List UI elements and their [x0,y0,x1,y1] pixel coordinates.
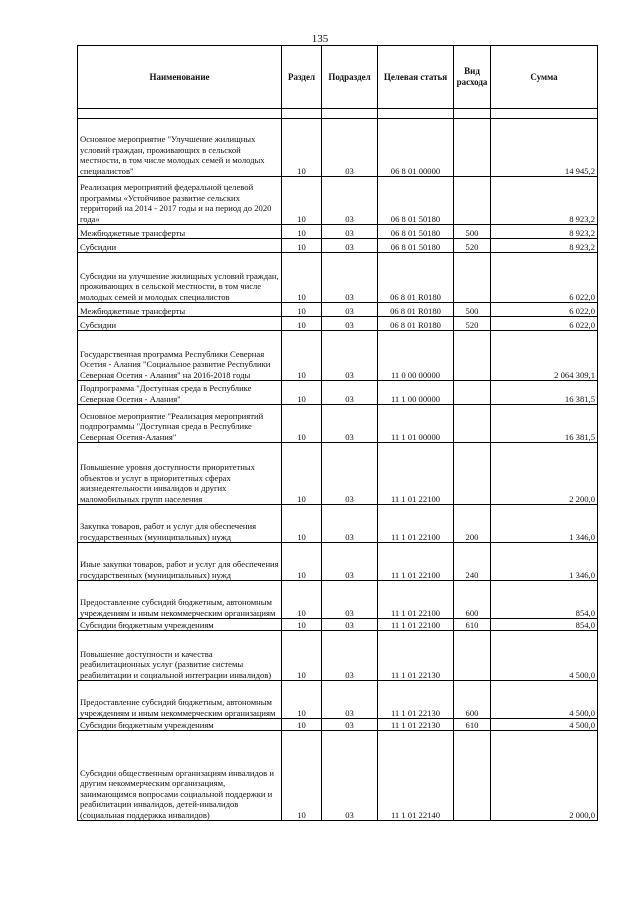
row-name: Субсидии бюджетным учреждениям [78,719,282,731]
row-subsection: 03 [322,543,378,581]
row-name: Иные закупки товаров, работ и услуг для обеспечения государственных (муниципальных) нужд [78,543,282,581]
row-target: 11 1 01 22130 [378,631,454,681]
table-row [78,177,598,225]
row-name: Межбюджетные трансферты [78,303,282,317]
row-target: 11 1 00 00000 [378,381,454,405]
row-sum: 6 022,0 [491,303,598,317]
row-sum: 8 923,2 [491,177,598,225]
row-sum: 2 200,0 [491,443,598,505]
row-target: 11 1 01 00000 [378,405,454,443]
row-name: Основное мероприятие "Реализация мероприятий подпрограммы "Доступная среда в Республике Северная Осетия-Алания" [78,405,282,443]
row-type: 610 [454,619,491,631]
row-sum: 8 923,2 [491,239,598,253]
row-subsection: 03 [322,505,378,543]
row-target: 06 8 01 50180 [378,177,454,225]
row-name: Реализация мероприятий федеральной целевой программы «Устойчивое развитие сельских территорий на 2014 - 2017 годы и на период до 2020 года» [78,177,282,225]
table-row [78,719,598,731]
row-target: 06 8 01 00000 [378,119,454,177]
row-subsection: 03 [322,619,378,631]
row-section: 10 [282,225,322,239]
row-subsection: 03 [322,581,378,619]
table-row [78,405,598,443]
row-section: 10 [282,381,322,405]
row-name: Государственная программа Республики Северная Осетия - Алания "Социальное развитие Республики Северная Осетия - Алания" на 2016-2018 годы [78,331,282,381]
row-subsection: 03 [322,239,378,253]
row-name: Предоставление субсидий бюджетным, автономным учреждениям и иным некоммерческим организациям [78,581,282,619]
table-row [78,303,598,317]
row-subsection: 03 [322,443,378,505]
row-section: 10 [282,719,322,731]
row-target: 06 8 01 R0180 [378,303,454,317]
row-name: Закупка товаров, работ и услуг для обеспечения государственных (муниципальных) нужд [78,505,282,543]
table-row [78,443,598,505]
row-section: 10 [282,443,322,505]
table-row [78,317,598,331]
row-type: 520 [454,317,491,331]
row-sum: 2 064 309,1 [491,331,598,381]
row-section: 10 [282,581,322,619]
row-subsection: 03 [322,719,378,731]
row-sum: 4 500,0 [491,681,598,719]
row-target: 06 8 01 50180 [378,239,454,253]
table-row [78,619,598,631]
table-row [78,119,598,177]
row-type: 610 [454,719,491,731]
row-type: 520 [454,239,491,253]
table-row [78,253,598,303]
header-target: Целевая статья [378,46,454,109]
row-type: 200 [454,505,491,543]
row-subsection: 03 [322,177,378,225]
row-name: Предоставление субсидий бюджетным, автономным учреждениям и иным некоммерческим организациям [78,681,282,719]
row-target: 11 1 01 22140 [378,731,454,821]
row-subsection: 03 [322,405,378,443]
row-subsection: 03 [322,381,378,405]
row-sum: 16 381,5 [491,381,598,405]
row-section: 10 [282,177,322,225]
row-sum: 4 500,0 [491,631,598,681]
row-subsection: 03 [322,225,378,239]
table-row [78,239,598,253]
row-section: 10 [282,303,322,317]
row-type: 600 [454,681,491,719]
row-subsection: 03 [322,731,378,821]
row-subsection: 03 [322,331,378,381]
row-type: 500 [454,303,491,317]
row-subsection: 03 [322,253,378,303]
row-type [454,731,491,821]
row-type: 240 [454,543,491,581]
row-type [454,331,491,381]
row-name: Межбюджетные трансферты [78,225,282,239]
table-body [78,119,598,821]
row-target: 11 0 00 00000 [378,331,454,381]
row-type [454,443,491,505]
table-row [78,581,598,619]
row-target: 06 8 01 R0180 [378,253,454,303]
row-section: 10 [282,331,322,381]
row-name: Субсидии [78,317,282,331]
row-sum: 854,0 [491,619,598,631]
row-subsection: 03 [322,681,378,719]
table-row [78,225,598,239]
row-section: 10 [282,239,322,253]
table-header-row [78,46,598,109]
row-sum: 14 945,2 [491,119,598,177]
row-type [454,405,491,443]
header-name: Наименование [78,46,282,109]
row-subsection: 03 [322,119,378,177]
table-row [78,681,598,719]
row-type: 500 [454,225,491,239]
header-section: Раздел [282,46,322,109]
row-target: 06 8 01 50180 [378,225,454,239]
row-sum: 16 381,5 [491,405,598,443]
page-number: 135 [311,33,329,45]
row-target: 11 1 01 22100 [378,443,454,505]
row-section: 10 [282,317,322,331]
row-sum: 6 022,0 [491,317,598,331]
row-target: 11 1 01 22130 [378,719,454,731]
header-spacer-row [78,109,598,119]
row-name: Субсидии на улучшение жилищных условий граждан, проживающих в сельской местности, в том числе молодых семей и молодых специалистов [78,253,282,303]
row-sum: 6 022,0 [491,253,598,303]
header-sum: Сумма [491,46,598,109]
row-name: Субсидии общественным организациям инвалидов и другим некоммерческим организациям, занимающимся вопросами социальной поддержки и реабилитации инвалидов, детей-инвалидов (социальная поддержка инвалидов) [78,731,282,821]
row-section: 10 [282,731,322,821]
row-sum: 2 000,0 [491,731,598,821]
row-type: 600 [454,581,491,619]
row-name: Субсидии [78,239,282,253]
row-sum: 854,0 [491,581,598,619]
row-section: 10 [282,681,322,719]
row-type [454,177,491,225]
header-subsection: Подраздел [322,46,378,109]
row-target: 11 1 01 22100 [378,543,454,581]
row-name: Повышение уровня доступности приоритетных объектов и услуг в приоритетных сферах жизнедеятельности инвалидов и других маломобильных групп населения [78,443,282,505]
row-name: Подпрограмма "Доступная среда в Республике Северная Осетия - Алания" [78,381,282,405]
row-section: 10 [282,405,322,443]
row-type [454,381,491,405]
row-type [454,253,491,303]
row-type [454,119,491,177]
row-subsection: 03 [322,317,378,331]
row-target: 11 1 01 22100 [378,505,454,543]
row-section: 10 [282,543,322,581]
row-sum: 1 346,0 [491,505,598,543]
row-target: 11 1 01 22130 [378,681,454,719]
row-section: 10 [282,631,322,681]
budget-table [77,45,598,821]
row-name: Повышение доступности и качества реабилитационных услуг (развитие системы реабилитации и социальной интеграции инвалидов) [78,631,282,681]
row-subsection: 03 [322,303,378,317]
row-section: 10 [282,253,322,303]
row-type [454,631,491,681]
row-sum: 1 346,0 [491,543,598,581]
row-target: 11 1 01 22100 [378,581,454,619]
row-sum: 4 500,0 [491,719,598,731]
row-target: 06 8 01 R0180 [378,317,454,331]
table-row [78,381,598,405]
row-sum: 8 923,2 [491,225,598,239]
row-name: Субсидии бюджетным учреждениям [78,619,282,631]
table-row [78,731,598,821]
row-name: Основное мероприятие "Улучшение жилищных условий граждан, проживающих в сельской местности, в том числе молодых семей и молодых специалистов" [78,119,282,177]
table-row [78,543,598,581]
header-type: Вид расхода [454,46,491,109]
table-row [78,331,598,381]
row-target: 11 1 01 22100 [378,619,454,631]
row-section: 10 [282,505,322,543]
row-section: 10 [282,119,322,177]
row-section: 10 [282,619,322,631]
table-row [78,631,598,681]
table-row [78,505,598,543]
row-subsection: 03 [322,631,378,681]
